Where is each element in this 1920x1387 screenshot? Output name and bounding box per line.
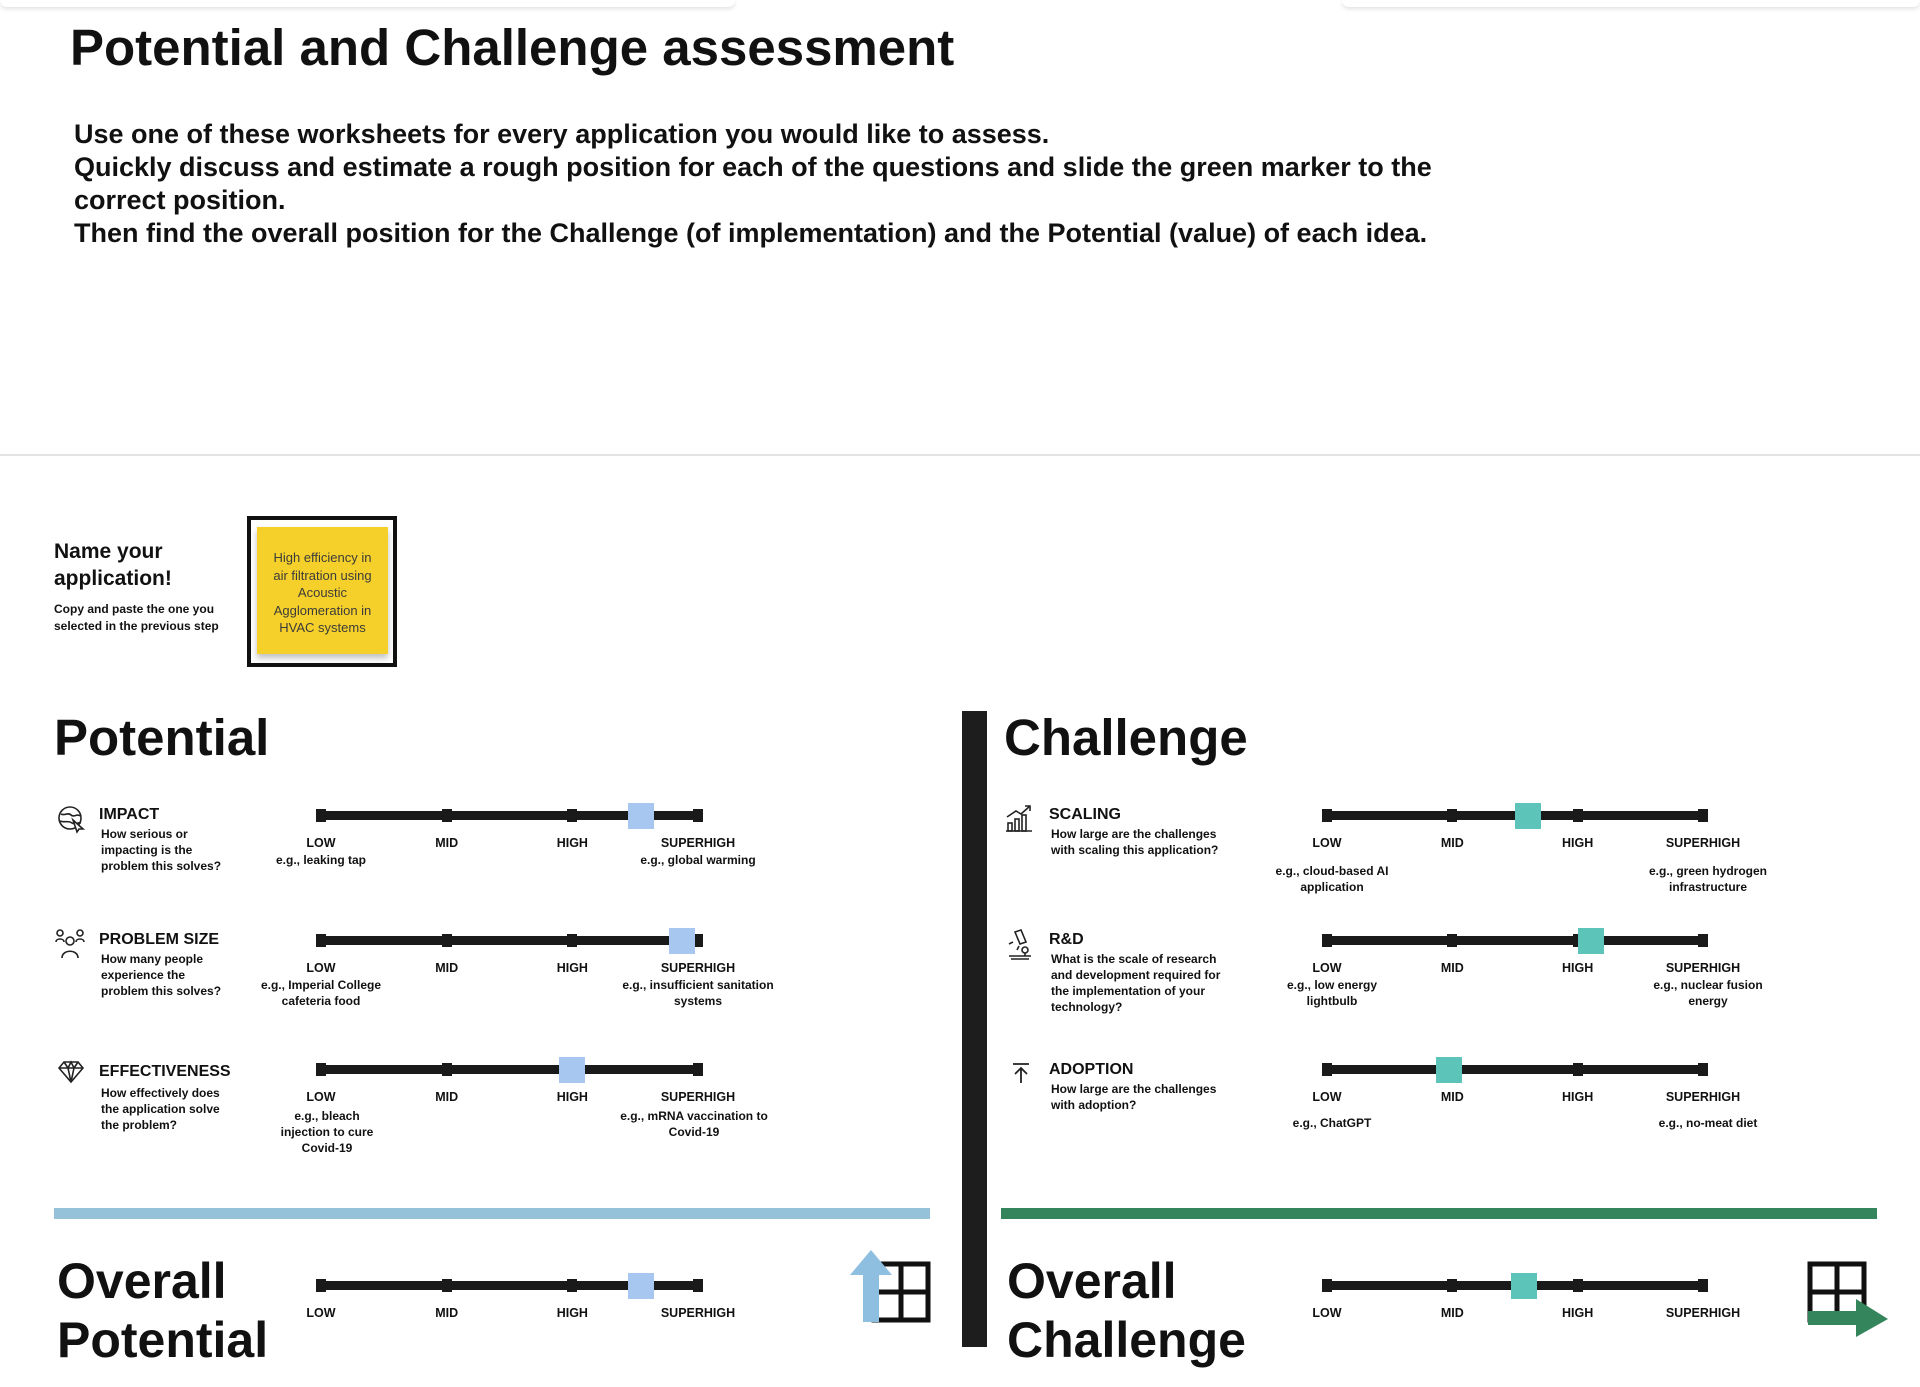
challenge-scaling-tick-mid [1447, 809, 1457, 822]
potential-effectiveness-level-low: LOW [306, 1090, 336, 1104]
intro-line: Quickly discuss and estimate a rough position for each of the questions and slide the green marker to the [74, 152, 1432, 182]
challenge-rd-tick-mid [1447, 934, 1457, 947]
microscope-icon [1005, 928, 1035, 958]
impact-globe-icon [56, 804, 86, 834]
challenge-rd-level-low: LOW [1312, 961, 1342, 975]
challenge-adoption-example-low: e.g., ChatGPT [1292, 1116, 1372, 1130]
potential-impact-marker[interactable] [628, 803, 654, 829]
overall-potential-level-low: LOW [306, 1306, 336, 1320]
potential-problem-size-example-low: e.g., Imperial College cafeteria food [260, 978, 382, 1008]
challenge-rd-level-mid: MID [1440, 961, 1464, 975]
challenge-adoption-tick-low [1322, 1063, 1332, 1076]
overall-challenge-line2: Challenge [1007, 1312, 1246, 1368]
sticky-note[interactable] [257, 527, 388, 654]
question-desc-effectiveness: How effectively does the application solve the problem? [101, 1086, 220, 1132]
scaling-chart-icon [1004, 803, 1034, 833]
potential-problem-size-tick-mid [442, 934, 452, 947]
challenge-adoption-example-high: e.g., no-meat diet [1658, 1116, 1758, 1130]
potential-effectiveness-tick-low [316, 1063, 326, 1076]
challenge-scaling-tick-low [1322, 809, 1332, 822]
overall-potential-tick-low [316, 1279, 326, 1292]
potential-effectiveness-example-low: e.g., bleach injection to cure Covid-19 [280, 1109, 374, 1155]
potential-problem-size-level-superhigh: SUPERHIGH [660, 961, 736, 975]
challenge-scaling-example-low: e.g., cloud-based AI application [1275, 864, 1389, 894]
challenge-scaling-level-high: HIGH [1562, 836, 1594, 850]
potential-problem-size-tick-low [316, 934, 326, 947]
adoption-arrow-icon [1010, 1061, 1040, 1091]
challenge-scaling-marker[interactable] [1515, 803, 1541, 829]
question-title-adoption: ADOPTION [1049, 1061, 1134, 1078]
diamond-icon [57, 1060, 87, 1090]
challenge-adoption-level-superhigh: SUPERHIGH [1665, 1090, 1741, 1104]
potential-impact-level-low: LOW [306, 836, 336, 850]
challenge-adoption-marker[interactable] [1436, 1057, 1462, 1083]
overall-challenge-level-high: HIGH [1562, 1306, 1594, 1320]
overall-challenge-level-mid: MID [1440, 1306, 1464, 1320]
potential-impact-example-low: e.g., leaking tap [275, 853, 367, 867]
question-desc-adoption: How large are the challenges with adoption? [1051, 1082, 1217, 1112]
overall-challenge-level-low: LOW [1312, 1306, 1342, 1320]
potential-problem-size-level-low: LOW [306, 961, 336, 975]
intro-line: Use one of these worksheets for every application you would like to assess. [74, 119, 1050, 149]
challenge-adoption-tick-superhigh [1698, 1063, 1708, 1076]
overall-potential-tick-superhigh [693, 1279, 703, 1292]
challenge-scaling-level-low: LOW [1312, 836, 1342, 850]
question-title-effectiveness: EFFECTIVENESS [99, 1063, 231, 1080]
overall-potential-tick-high [567, 1279, 577, 1292]
overall-potential-line1: Overall [57, 1253, 227, 1309]
challenge-adoption-level-high: HIGH [1562, 1090, 1594, 1104]
potential-problem-size-slider-track[interactable] [321, 936, 698, 945]
overall-challenge-label [1007, 1252, 1246, 1370]
potential-impact-level-mid: MID [435, 836, 459, 850]
challenge-scaling-tick-high [1573, 809, 1583, 822]
potential-effectiveness-level-high: HIGH [556, 1090, 588, 1104]
question-title-rd: R&D [1049, 931, 1084, 948]
challenge-scaling-tick-superhigh [1698, 809, 1708, 822]
question-desc-impact: How serious or impacting is the problem this solves? [101, 827, 222, 873]
page-title: Potential and Challenge assessment [70, 19, 955, 76]
potential-impact-level-superhigh: SUPERHIGH [660, 836, 736, 850]
challenge-rd-example-low: e.g., low energy lightbulb [1286, 978, 1378, 1008]
overall-challenge-level-superhigh: SUPERHIGH [1665, 1306, 1741, 1320]
potential-problem-size-marker[interactable] [669, 928, 695, 954]
potential-impact-example-high: e.g., global warming [640, 853, 756, 867]
question-title-scaling: SCALING [1049, 806, 1121, 823]
overall-challenge-marker[interactable] [1511, 1273, 1537, 1299]
overall-potential-marker[interactable] [628, 1273, 654, 1299]
question-desc-problem-size: How many people experience the problem this solves? [101, 952, 222, 998]
overall-potential-label [57, 1252, 268, 1370]
question-desc-scaling: How large are the challenges with scaling this application? [1051, 827, 1219, 857]
sticky-note-frame [247, 516, 397, 667]
center-divider [962, 711, 987, 1347]
overall-challenge-line1: Overall [1007, 1253, 1177, 1309]
potential-effectiveness-level-superhigh: SUPERHIGH [660, 1090, 736, 1104]
section-divider [0, 454, 1920, 456]
challenge-adoption-level-low: LOW [1312, 1090, 1342, 1104]
challenge-rd-tick-superhigh [1698, 934, 1708, 947]
name-subtext: Copy and paste the one you selected in the previous step [54, 602, 219, 633]
challenge-scaling-example-high: e.g., green hydrogen infrastructure [1648, 864, 1768, 894]
challenge-rd-level-superhigh: SUPERHIGH [1665, 961, 1741, 975]
matrix-up-arrow-icon [848, 1248, 932, 1329]
name-heading: Name your application! [54, 540, 172, 590]
potential-problem-size-level-mid: MID [435, 961, 459, 975]
sticky-note-text[interactable]: High efficiency in air filtration using Acoustic Agglomeration in HVAC systems [273, 550, 372, 635]
overall-potential-line2: Potential [57, 1312, 269, 1368]
potential-problem-size-level-high: HIGH [556, 961, 588, 975]
potential-impact-tick-low [316, 809, 326, 822]
overall-potential-level-high: HIGH [556, 1306, 588, 1320]
challenge-adoption-tick-high [1573, 1063, 1583, 1076]
challenge-scaling-level-superhigh: SUPERHIGH [1665, 836, 1741, 850]
potential-problem-size-example-high: e.g., insufficient sanitation systems [622, 978, 774, 1008]
frame-edge-left [0, 0, 735, 7]
potential-effectiveness-tick-mid [442, 1063, 452, 1076]
intro-line: Then find the overall position for the Challenge (of implementation) and the Potential (value) of each idea. [74, 218, 1428, 248]
potential-effectiveness-example-high: e.g., mRNA vaccination to Covid-19 [620, 1109, 768, 1139]
overall-challenge-tick-mid [1447, 1279, 1457, 1292]
challenge-rd-tick-low [1322, 934, 1332, 947]
question-title-problem-size: PROBLEM SIZE [99, 931, 220, 948]
matrix-right-arrow-icon [1806, 1261, 1890, 1344]
challenge-separator [1001, 1208, 1877, 1219]
overall-potential-level-superhigh: SUPERHIGH [660, 1306, 736, 1320]
potential-impact-tick-superhigh [693, 809, 703, 822]
potential-impact-tick-high [567, 809, 577, 822]
overall-challenge-tick-low [1322, 1279, 1332, 1292]
potential-impact-tick-mid [442, 809, 452, 822]
potential-effectiveness-tick-superhigh [693, 1063, 703, 1076]
overall-potential-tick-mid [442, 1279, 452, 1292]
intro-line: correct position. [74, 185, 286, 215]
potential-title: Potential [54, 709, 270, 766]
potential-impact-level-high: HIGH [556, 836, 588, 850]
potential-problem-size-tick-high [567, 934, 577, 947]
overall-challenge-tick-superhigh [1698, 1279, 1708, 1292]
intro-text [74, 118, 1474, 250]
question-desc-rd: What is the scale of research and development required for the implementation of your technology? [1051, 952, 1221, 1014]
challenge-title: Challenge [1004, 709, 1248, 766]
challenge-rd-level-high: HIGH [1562, 961, 1594, 975]
frame-edge-right [1342, 0, 1920, 7]
overall-challenge-tick-high [1573, 1279, 1583, 1292]
potential-separator [54, 1208, 930, 1219]
people-icon [54, 928, 84, 958]
challenge-adoption-slider-track[interactable] [1327, 1065, 1703, 1074]
challenge-rd-slider-track[interactable] [1327, 936, 1703, 945]
overall-potential-level-mid: MID [435, 1306, 459, 1320]
potential-effectiveness-slider-track[interactable] [321, 1065, 698, 1074]
challenge-rd-example-high: e.g., nuclear fusion energy [1653, 978, 1763, 1008]
challenge-rd-marker[interactable] [1578, 928, 1604, 954]
potential-effectiveness-level-mid: MID [435, 1090, 459, 1104]
question-title-impact: IMPACT [99, 806, 160, 823]
potential-effectiveness-marker[interactable] [559, 1057, 585, 1083]
challenge-adoption-level-mid: MID [1440, 1090, 1464, 1104]
challenge-scaling-level-mid: MID [1440, 836, 1464, 850]
